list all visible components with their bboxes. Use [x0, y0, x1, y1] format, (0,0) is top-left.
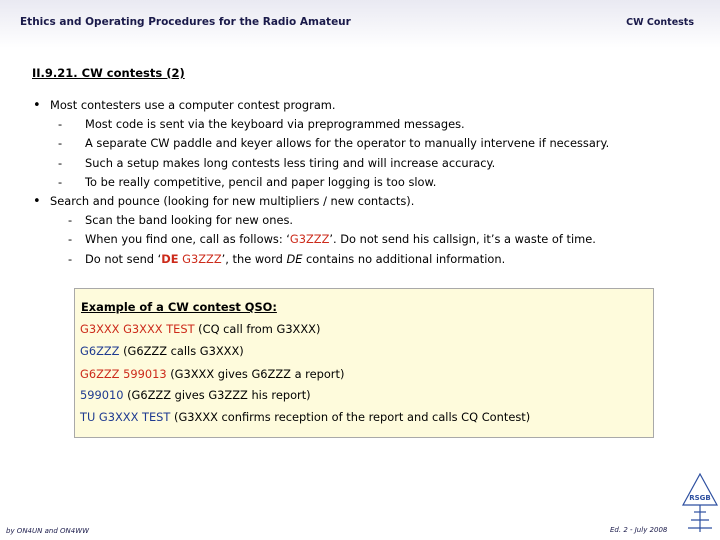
qso-line: [80, 367, 344, 381]
de-keyword: DE: [161, 251, 179, 266]
callsign-text: G3ZZZ: [182, 251, 222, 266]
qso-transmission: 599010: [80, 388, 124, 402]
qso-explanation: (G3XXX confirms reception of the report and calls CQ Contest): [170, 410, 531, 424]
sub-bullet-text-end: ’. Do not send his callsign, it’s a waste of time.: [329, 232, 596, 247]
bullet-text: Most contesters use a computer contest program.: [50, 98, 336, 112]
callsign-text: G3ZZZ: [289, 232, 330, 247]
document-title: Ethics and Operating Procedures for the Radio Amateur: [20, 16, 351, 28]
sub-bullet-text: Most code is sent via the keyboard via preprogrammed messages.: [85, 117, 465, 132]
sub-bullet-text-end: contains no additional information.: [302, 251, 506, 266]
sub-bullet-item: [32, 250, 692, 269]
sub-bullet-item: [32, 115, 692, 134]
sub-bullet-text-mid: ’, the word: [221, 251, 287, 266]
sub-bullet-item: [32, 230, 692, 249]
qso-example-title: Example of a CW contest QSO:: [81, 300, 277, 314]
dash-icon: -: [58, 136, 63, 151]
dash-icon: -: [58, 155, 63, 170]
bullet-item: [32, 192, 692, 211]
qso-explanation: (G3XXX gives G6ZZZ a report): [166, 367, 345, 381]
sub-bullet-text: Such a setup makes long contests less tiring and will increase accuracy.: [85, 155, 496, 170]
qso-explanation: (G6ZZZ calls G3XXX): [119, 344, 244, 358]
qso-example-box: [74, 288, 654, 438]
qso-line: [80, 388, 311, 402]
sub-bullet-item: [32, 211, 692, 230]
dash-icon: -: [58, 174, 63, 189]
slide-header: [0, 0, 720, 48]
bullet-icon: •: [33, 98, 41, 113]
sub-bullet-item: [32, 173, 692, 192]
qso-line: [80, 410, 530, 424]
bullet-text: Search and pounce (looking for new multipliers / new contacts).: [50, 193, 415, 208]
footer-edition: Ed. 2 - July 2008: [610, 526, 668, 534]
footer-authors: by ON4UN and ON4WW: [6, 527, 90, 535]
rsgb-logo-icon: [680, 472, 720, 534]
dash-icon: -: [58, 117, 63, 132]
qso-transmission: G6ZZZ 599013: [80, 367, 167, 381]
qso-explanation: (G6ZZZ gives G3ZZZ his report): [123, 388, 311, 402]
logo-text: RSGB: [689, 494, 711, 502]
qso-transmission: TU G3XXX TEST: [80, 410, 171, 424]
dash-icon: -: [68, 251, 73, 266]
qso-line: [80, 322, 320, 336]
section-title: CW Contests: [626, 17, 694, 28]
bullet-list: [32, 96, 692, 269]
de-italic-text: DE: [286, 251, 303, 266]
slide-title: II.9.21. CW contests (2): [32, 66, 185, 80]
sub-bullet-text-start: Do not send ‘: [85, 251, 162, 266]
qso-explanation: (CQ call from G3XXX): [194, 322, 321, 336]
sub-bullet-item: [32, 154, 692, 173]
qso-transmission: G3XXX G3XXX TEST: [80, 322, 195, 336]
bullet-icon: •: [33, 193, 41, 209]
sub-bullet-item: [32, 134, 692, 153]
sub-bullet-text: To be really competitive, pencil and paper logging is too slow.: [85, 174, 437, 189]
qso-line: [80, 344, 244, 358]
sub-bullet-text: Scan the band looking for new ones.: [85, 213, 294, 228]
sub-bullet-text-start: When you find one, call as follows: ‘: [85, 232, 290, 247]
dash-icon: -: [68, 232, 73, 247]
bullet-item: [32, 96, 692, 115]
sub-bullet-text: A separate CW paddle and keyer allows for the operator to manually intervene if necessary.: [85, 136, 610, 151]
qso-transmission: G6ZZZ: [80, 344, 120, 358]
dash-icon: -: [68, 213, 73, 228]
